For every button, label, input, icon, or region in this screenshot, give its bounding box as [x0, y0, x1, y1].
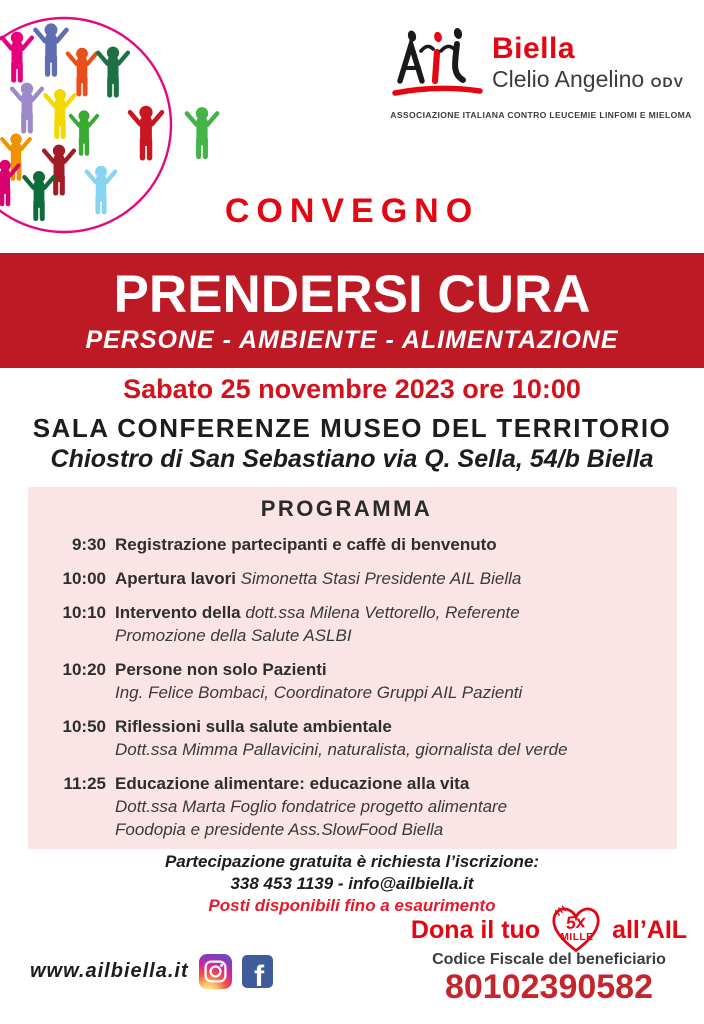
banner-subtitle: PERSONE - AMBIENTE - ALIMENTAZIONE	[85, 325, 619, 354]
program-content	[115, 567, 657, 590]
fiscal-code: 80102390582	[444, 968, 653, 1006]
facebook-icon[interactable]: f	[242, 955, 273, 988]
instagram-icon[interactable]	[199, 954, 232, 989]
program-topic: Riflessioni sulla salute ambientale	[115, 717, 392, 736]
program-item	[36, 772, 657, 841]
program-topic: Registrazione partecipanti e caffè di benvenuto	[115, 535, 497, 554]
program-time: 11:25	[63, 774, 106, 793]
title-banner	[0, 253, 704, 368]
donate-post: all’AIL	[612, 915, 688, 944]
program-speaker: Dott.ssa Marta Foglio fondatrice progetto alimentare	[115, 797, 508, 816]
ail-brand-sub-name: Clelio Angelino	[492, 66, 645, 92]
program-time: 10:00	[62, 569, 106, 588]
ail-brand-sub-suffix: ODV	[650, 74, 684, 90]
program-item	[36, 601, 657, 647]
program-topic: Educazione alimentare: educazione alla vita	[115, 774, 470, 793]
five-per-mille-heart-icon	[548, 903, 604, 957]
program-speaker: Ing. Felice Bombaci, Coordinatore Gruppi AIL Pazienti	[115, 683, 523, 702]
contact-line: 338 453 1139 - info@ailbiella.it	[230, 874, 474, 893]
ail-logo	[390, 24, 692, 120]
program-content	[115, 715, 657, 761]
badge-mille-label: MILLE	[560, 932, 594, 944]
program-time: 10:10	[62, 603, 106, 622]
program-time: 10:20	[62, 660, 106, 679]
program-box	[28, 487, 677, 849]
program-speaker: Simonetta Stasi Presidente AIL Biella	[240, 569, 522, 588]
participation-note: Partecipazione gratuita è richiesta l’iscrizione:	[164, 852, 540, 871]
website-row	[30, 954, 273, 989]
convegno-heading: CONVEGNO	[224, 192, 480, 230]
program-time: 10:50	[62, 717, 106, 736]
program-content	[115, 533, 657, 556]
ail-mark-icon	[390, 24, 486, 102]
donate-line	[404, 903, 694, 957]
program-content	[115, 772, 657, 841]
banner-title: PRENDERSI CURA	[113, 264, 591, 324]
ail-brand-sub	[492, 66, 684, 95]
program-time: 9:30	[71, 535, 106, 554]
program-speaker: Promozione della Salute ASLBI	[115, 626, 352, 645]
event-date: Sabato 25 novembre 2023 ore 10:00	[123, 374, 581, 404]
program-topic: Intervento della	[115, 603, 241, 622]
fiscal-block	[404, 950, 694, 1006]
program-topic: Apertura lavori	[115, 569, 236, 588]
program-content	[115, 601, 657, 647]
availability-note: Posti disponibili fino a esaurimento	[208, 896, 496, 915]
event-address: Chiostro di San Sebastiano via Q. Sella, 54/b Biella	[50, 445, 654, 473]
fiscal-label: Codice Fiscale del beneficiario	[432, 951, 666, 968]
badge-5x-label: 5x	[564, 911, 587, 934]
website-link[interactable]: www.ailbiella.it	[30, 960, 189, 982]
program-item	[36, 567, 657, 590]
ail-brand: Biella	[492, 32, 576, 65]
donate-pre: Dona il tuo	[410, 915, 541, 944]
program-content	[115, 658, 657, 704]
program-speaker: dott.ssa Milena Vettorello, Referente	[245, 603, 520, 622]
program-title: PROGRAMMA	[260, 496, 433, 521]
program-topic: Persone non solo Pazienti	[115, 660, 327, 679]
event-venue: SALA CONFERENZE MUSEO DEL TERRITORIO	[32, 413, 672, 443]
program-item	[36, 533, 657, 556]
ail-tagline: ASSOCIAZIONE ITALIANA CONTRO LEUCEMIE LINFOMI E MIELOMA	[390, 110, 692, 120]
program-item	[36, 658, 657, 704]
program-speaker: Foodopia e presidente Ass.SlowFood Biella	[115, 820, 444, 839]
program-speaker: Dott.ssa Mimma Pallavicini, naturalista, giornalista del verde	[115, 740, 568, 759]
program-item	[36, 715, 657, 761]
